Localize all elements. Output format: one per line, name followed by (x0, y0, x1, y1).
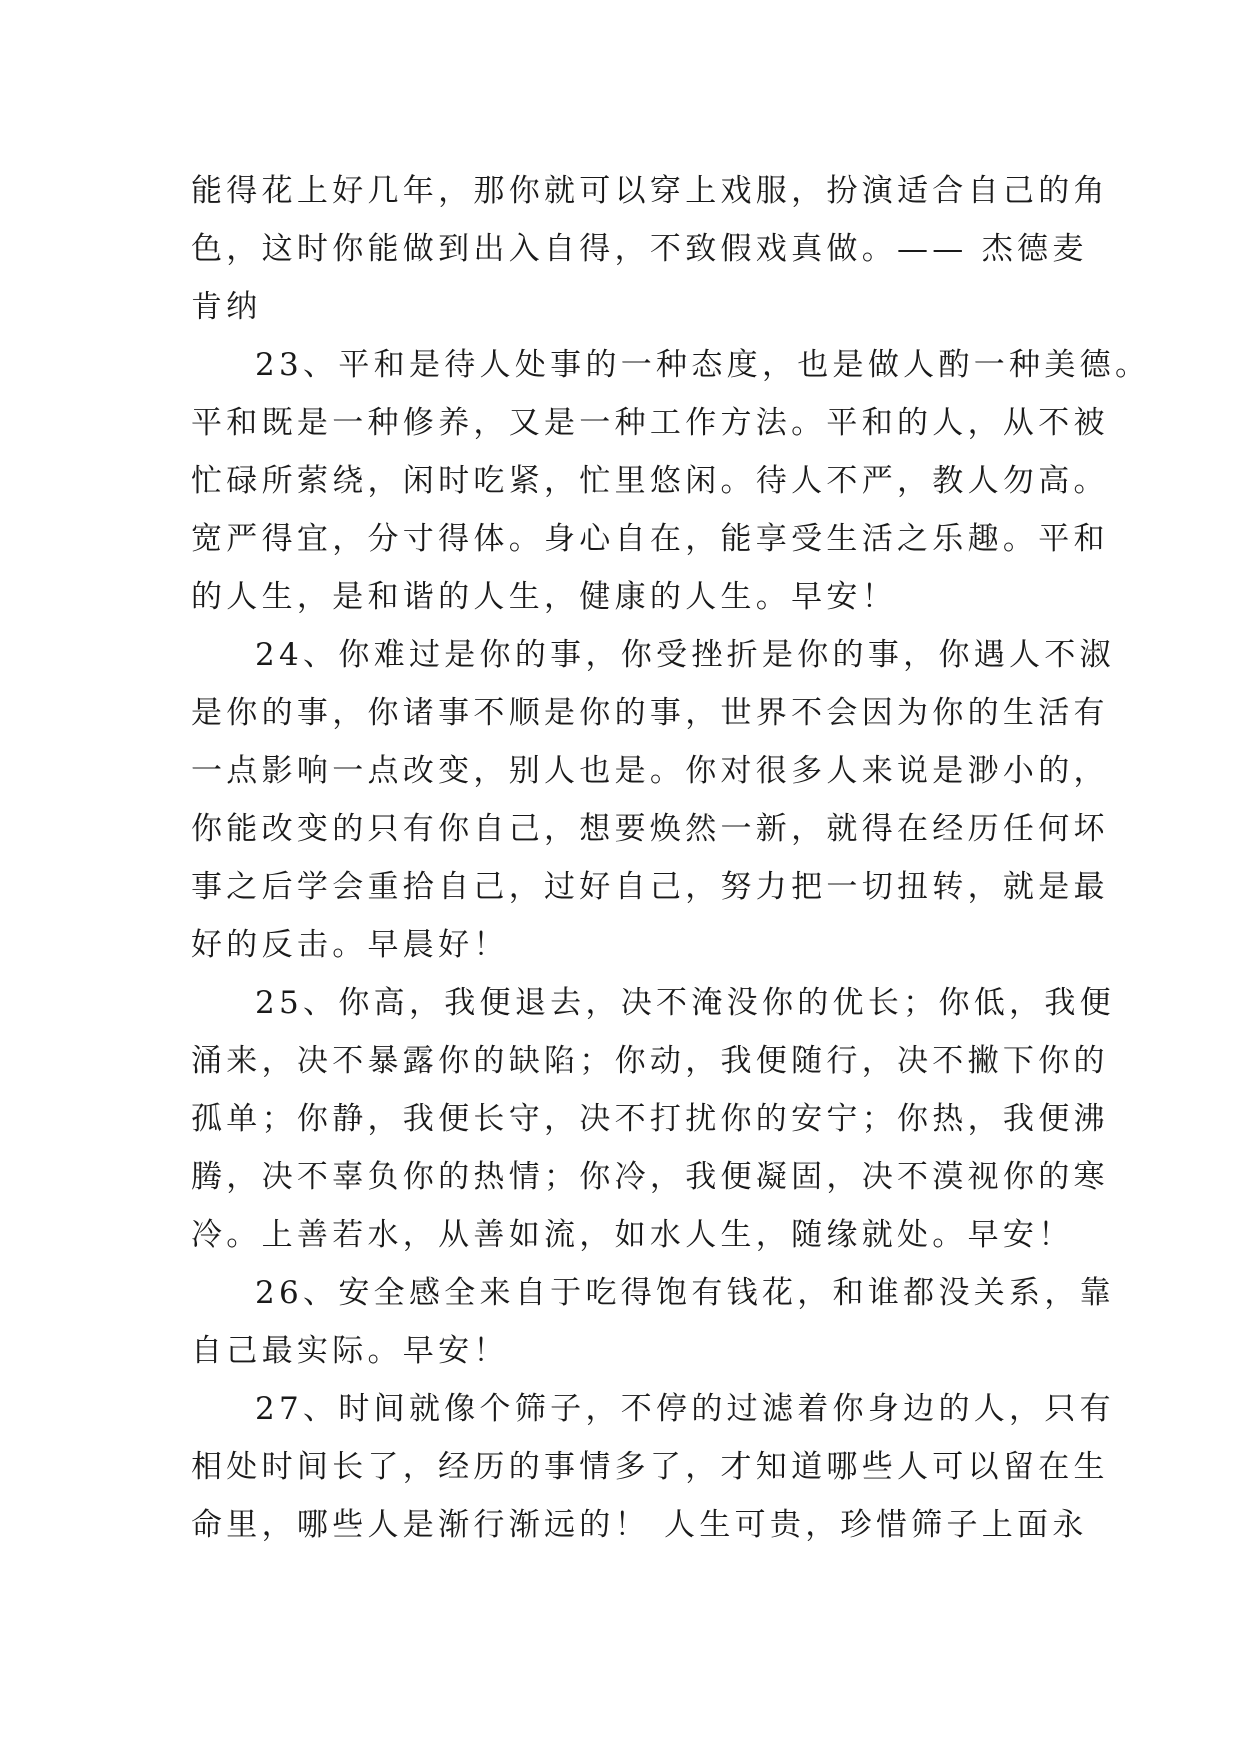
text-line: 27、时间就像个筛子，不停的过滤着你身边的人，只有 (255, 1391, 1115, 1427)
paragraph-continuation (191, 162, 1109, 336)
text-line: 命里，哪些人是渐行渐远的！ 人生可贵，珍惜筛子上面永 (191, 1507, 1088, 1543)
text-line: 涌来，决不暴露你的缺陷；你动，我便随行，决不撇下你的 (191, 1043, 1109, 1079)
text-line: 好的反击。早晨好！ (191, 927, 509, 963)
paragraph-25 (191, 974, 1115, 1264)
paragraph-23 (191, 336, 1151, 626)
text-line: 腾，决不辜负你的热情；你冷，我便凝固，决不漠视你的寒 (191, 1159, 1109, 1195)
paragraph-24 (191, 626, 1115, 974)
text-line: 26、安全感全来自于吃得饱有钱花，和谁都没关系，靠 (255, 1275, 1115, 1311)
text-line: 一点影响一点改变，别人也是。你对很多人来说是渺小的， (191, 753, 1109, 789)
text-line: 你能改变的只有你自己，想要焕然一新，就得在经历任何坏 (191, 811, 1109, 847)
text-line: 忙碌所萦绕，闲时吃紧，忙里悠闲。待人不严，教人勿高。 (191, 463, 1109, 499)
text-line: 23、平和是待人处事的一种态度，也是做人酌一种美德。 (255, 347, 1151, 383)
text-line: 自己最实际。早安！ (191, 1333, 509, 1369)
text-line: 能得花上好几年，那你就可以穿上戏服，扮演适合自己的角 (191, 173, 1109, 209)
paragraph-26 (191, 1264, 1115, 1380)
text-line: 是你的事，你诸事不顺是你的事，世界不会因为你的生活有 (191, 695, 1109, 731)
text-line: 事之后学会重拾自己，过好自己，努力把一切扭转，就是最 (191, 869, 1109, 905)
text-line: 的人生，是和谐的人生，健康的人生。早安！ (191, 579, 897, 615)
text-line: 肯纳 (191, 289, 262, 325)
text-line: 孤单；你静，我便长守，决不打扰你的安宁；你热，我便沸 (191, 1101, 1109, 1137)
text-line: 冷。上善若水，从善如流，如水人生，随缘就处。早安！ (191, 1217, 1074, 1253)
text-line: 色，这时你能做到出入自得，不致假戏真做。—— 杰德麦 (191, 231, 1088, 267)
text-line: 24、你难过是你的事，你受挫折是你的事，你遇人不淑 (255, 637, 1115, 673)
text-line: 相处时间长了，经历的事情多了，才知道哪些人可以留在生 (191, 1449, 1109, 1485)
text-line: 25、你高，我便退去，决不淹没你的优长；你低，我便 (255, 985, 1115, 1021)
text-line: 宽严得宜，分寸得体。身心自在，能享受生活之乐趣。平和 (191, 521, 1109, 557)
document-body (191, 162, 1151, 1554)
paragraph-27 (191, 1380, 1115, 1554)
text-line: 平和既是一种修养，又是一种工作方法。平和的人，从不被 (191, 405, 1109, 441)
